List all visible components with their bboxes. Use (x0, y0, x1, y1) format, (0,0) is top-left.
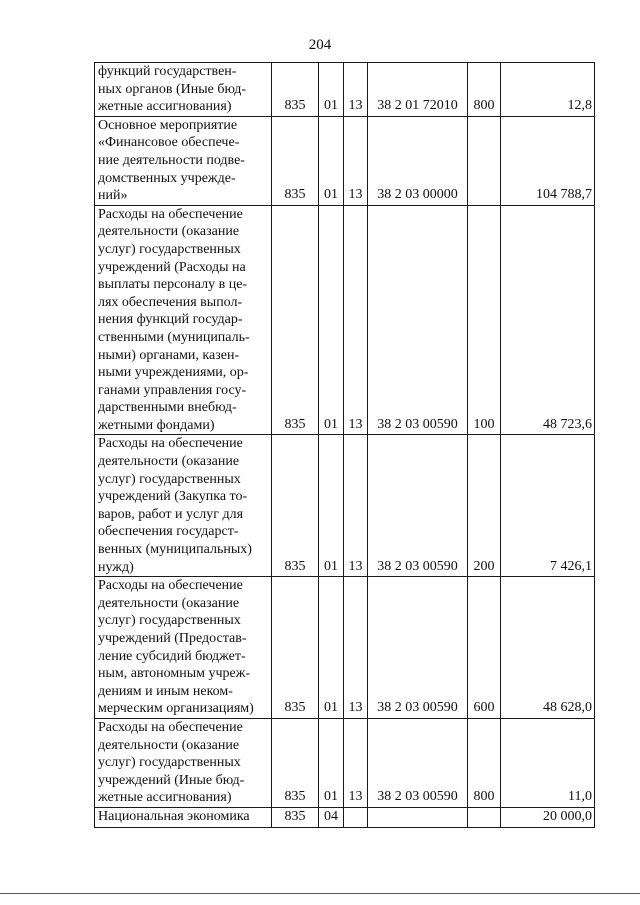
target-article-cell: 38 2 03 00000 (368, 116, 468, 205)
row-name-line: лях обеспечения выпол- (98, 294, 243, 310)
row-name-line: Расходы на обеспечение (98, 578, 243, 594)
section-cell: 01 (319, 205, 344, 435)
row-name-line: домственных учрежде- (98, 170, 236, 186)
row-name-line: дениям и иным неком- (98, 683, 233, 699)
table-row (95, 63, 595, 117)
section-cell: 04 (319, 807, 344, 827)
row-name-line: венных (муниципальных) (98, 542, 252, 558)
row-name-line: учреждений (Иные бюд- (98, 772, 245, 788)
table-row (95, 718, 595, 807)
row-name-line: Расходы на обеспечение (98, 719, 243, 735)
row-name-line: ние деятельности подве- (98, 152, 245, 168)
row-name-line: жетные ассигнования) (98, 99, 232, 115)
subsection-cell (344, 807, 368, 827)
row-name-cell (95, 807, 272, 827)
row-name-cell (95, 116, 272, 205)
row-name-line: ний» (98, 188, 128, 204)
row-name-line: учреждений (Расходы на (98, 259, 246, 275)
admin-code-cell: 835 (272, 63, 319, 117)
row-name-line: Основное мероприятие (98, 117, 238, 133)
section-cell: 01 (319, 116, 344, 205)
expense-type-cell (468, 807, 501, 827)
expense-type-cell: 800 (468, 718, 501, 807)
row-name-line: нужд) (98, 559, 134, 575)
amount-cell: 104 788,7 (501, 116, 595, 205)
row-name-line: обеспечения государст- (98, 524, 239, 540)
subsection-cell: 13 (344, 435, 368, 577)
expense-type-cell (468, 116, 501, 205)
row-name-line: учреждений (Закупка то- (98, 489, 248, 505)
row-name-line: жетными фондами) (98, 417, 215, 433)
amount-cell: 48 628,0 (501, 577, 595, 719)
row-name-line: ными) органами, казен- (98, 347, 240, 363)
page-number: 204 (308, 37, 332, 53)
row-name-line: услуг) государственных (98, 755, 241, 771)
bottom-divider (0, 893, 640, 894)
row-name-line: нения функций государ- (98, 312, 243, 328)
amount-cell: 11,0 (501, 718, 595, 807)
row-name-line: жетные ассигнования) (98, 790, 232, 806)
row-name-line: учреждений (Предостав- (98, 631, 247, 646)
row-name-line: варов, работ и услуг для (98, 506, 244, 522)
admin-code-cell: 835 (272, 205, 319, 435)
subsection-cell: 13 (344, 718, 368, 807)
row-name-line: услуг) государственных (98, 471, 241, 487)
section-cell: 01 (319, 718, 344, 807)
row-name-line: выплаты персоналу в це- (98, 277, 248, 293)
admin-code-cell: 835 (272, 435, 319, 577)
row-name-cell (95, 205, 272, 435)
target-article-cell: 38 2 03 00590 (368, 205, 468, 435)
row-name-line: ным, автономным учреж- (98, 666, 251, 682)
target-article-cell: 38 2 03 00590 (368, 435, 468, 577)
amount-cell: 7 426,1 (501, 435, 595, 577)
row-name-line: функций государствен- (98, 64, 237, 79)
row-name-line: Расходы на обеспечение (98, 436, 243, 452)
row-name-line: ными учреждениями, ор- (98, 365, 249, 381)
row-name-line: «Финансовое обеспече- (98, 135, 240, 151)
row-name-line: услуг) государственных (98, 241, 241, 257)
subsection-cell: 13 (344, 577, 368, 719)
table-row (95, 807, 595, 827)
section-cell: 01 (319, 63, 344, 117)
section-cell: 01 (319, 435, 344, 577)
row-name-line: услуг) государственных (98, 613, 241, 629)
row-name-line: дарственными внебюд- (98, 400, 237, 416)
row-name-line: Национальная экономика (98, 808, 250, 824)
row-name-line: ственными (муниципаль- (98, 329, 250, 345)
row-name-cell (95, 435, 272, 577)
row-name-line: деятельности (оказание (98, 454, 240, 470)
table-body (95, 63, 595, 828)
admin-code-cell: 835 (272, 718, 319, 807)
row-name-line: деятельности (оказание (98, 595, 240, 611)
admin-code-cell: 835 (272, 116, 319, 205)
amount-cell: 48 723,6 (501, 205, 595, 435)
admin-code-cell: 835 (272, 577, 319, 719)
table-row (95, 577, 595, 719)
subsection-cell: 13 (344, 63, 368, 117)
expense-type-cell: 600 (468, 577, 501, 719)
expense-type-cell: 800 (468, 63, 501, 117)
subsection-cell: 13 (344, 205, 368, 435)
row-name-cell (95, 718, 272, 807)
row-name-line: ление субсидий бюджет- (98, 648, 246, 664)
amount-cell: 20 000,0 (501, 807, 595, 827)
target-article-cell: 38 2 01 72010 (368, 63, 468, 117)
section-cell: 01 (319, 577, 344, 719)
table-row (95, 435, 595, 577)
row-name-line: деятельности (оказание (98, 224, 240, 240)
row-name-line: ганами управления госу- (98, 382, 247, 398)
row-name-line: Расходы на обеспечение (98, 206, 243, 222)
admin-code-cell: 835 (272, 807, 319, 827)
row-name-cell (95, 63, 272, 117)
amount-cell: 12,8 (501, 63, 595, 117)
target-article-cell: 38 2 03 00590 (368, 718, 468, 807)
table-row (95, 116, 595, 205)
row-name-line: мерческим организациям) (98, 701, 254, 717)
expense-type-cell: 100 (468, 205, 501, 435)
subsection-cell: 13 (344, 116, 368, 205)
target-article-cell: 38 2 03 00590 (368, 577, 468, 719)
table-row (95, 205, 595, 435)
row-name-line: ных органов (Иные бюд- (98, 81, 246, 97)
budget-table (94, 62, 595, 828)
expense-type-cell: 200 (468, 435, 501, 577)
target-article-cell (368, 807, 468, 827)
row-name-cell (95, 577, 272, 719)
row-name-line: деятельности (оказание (98, 737, 240, 753)
